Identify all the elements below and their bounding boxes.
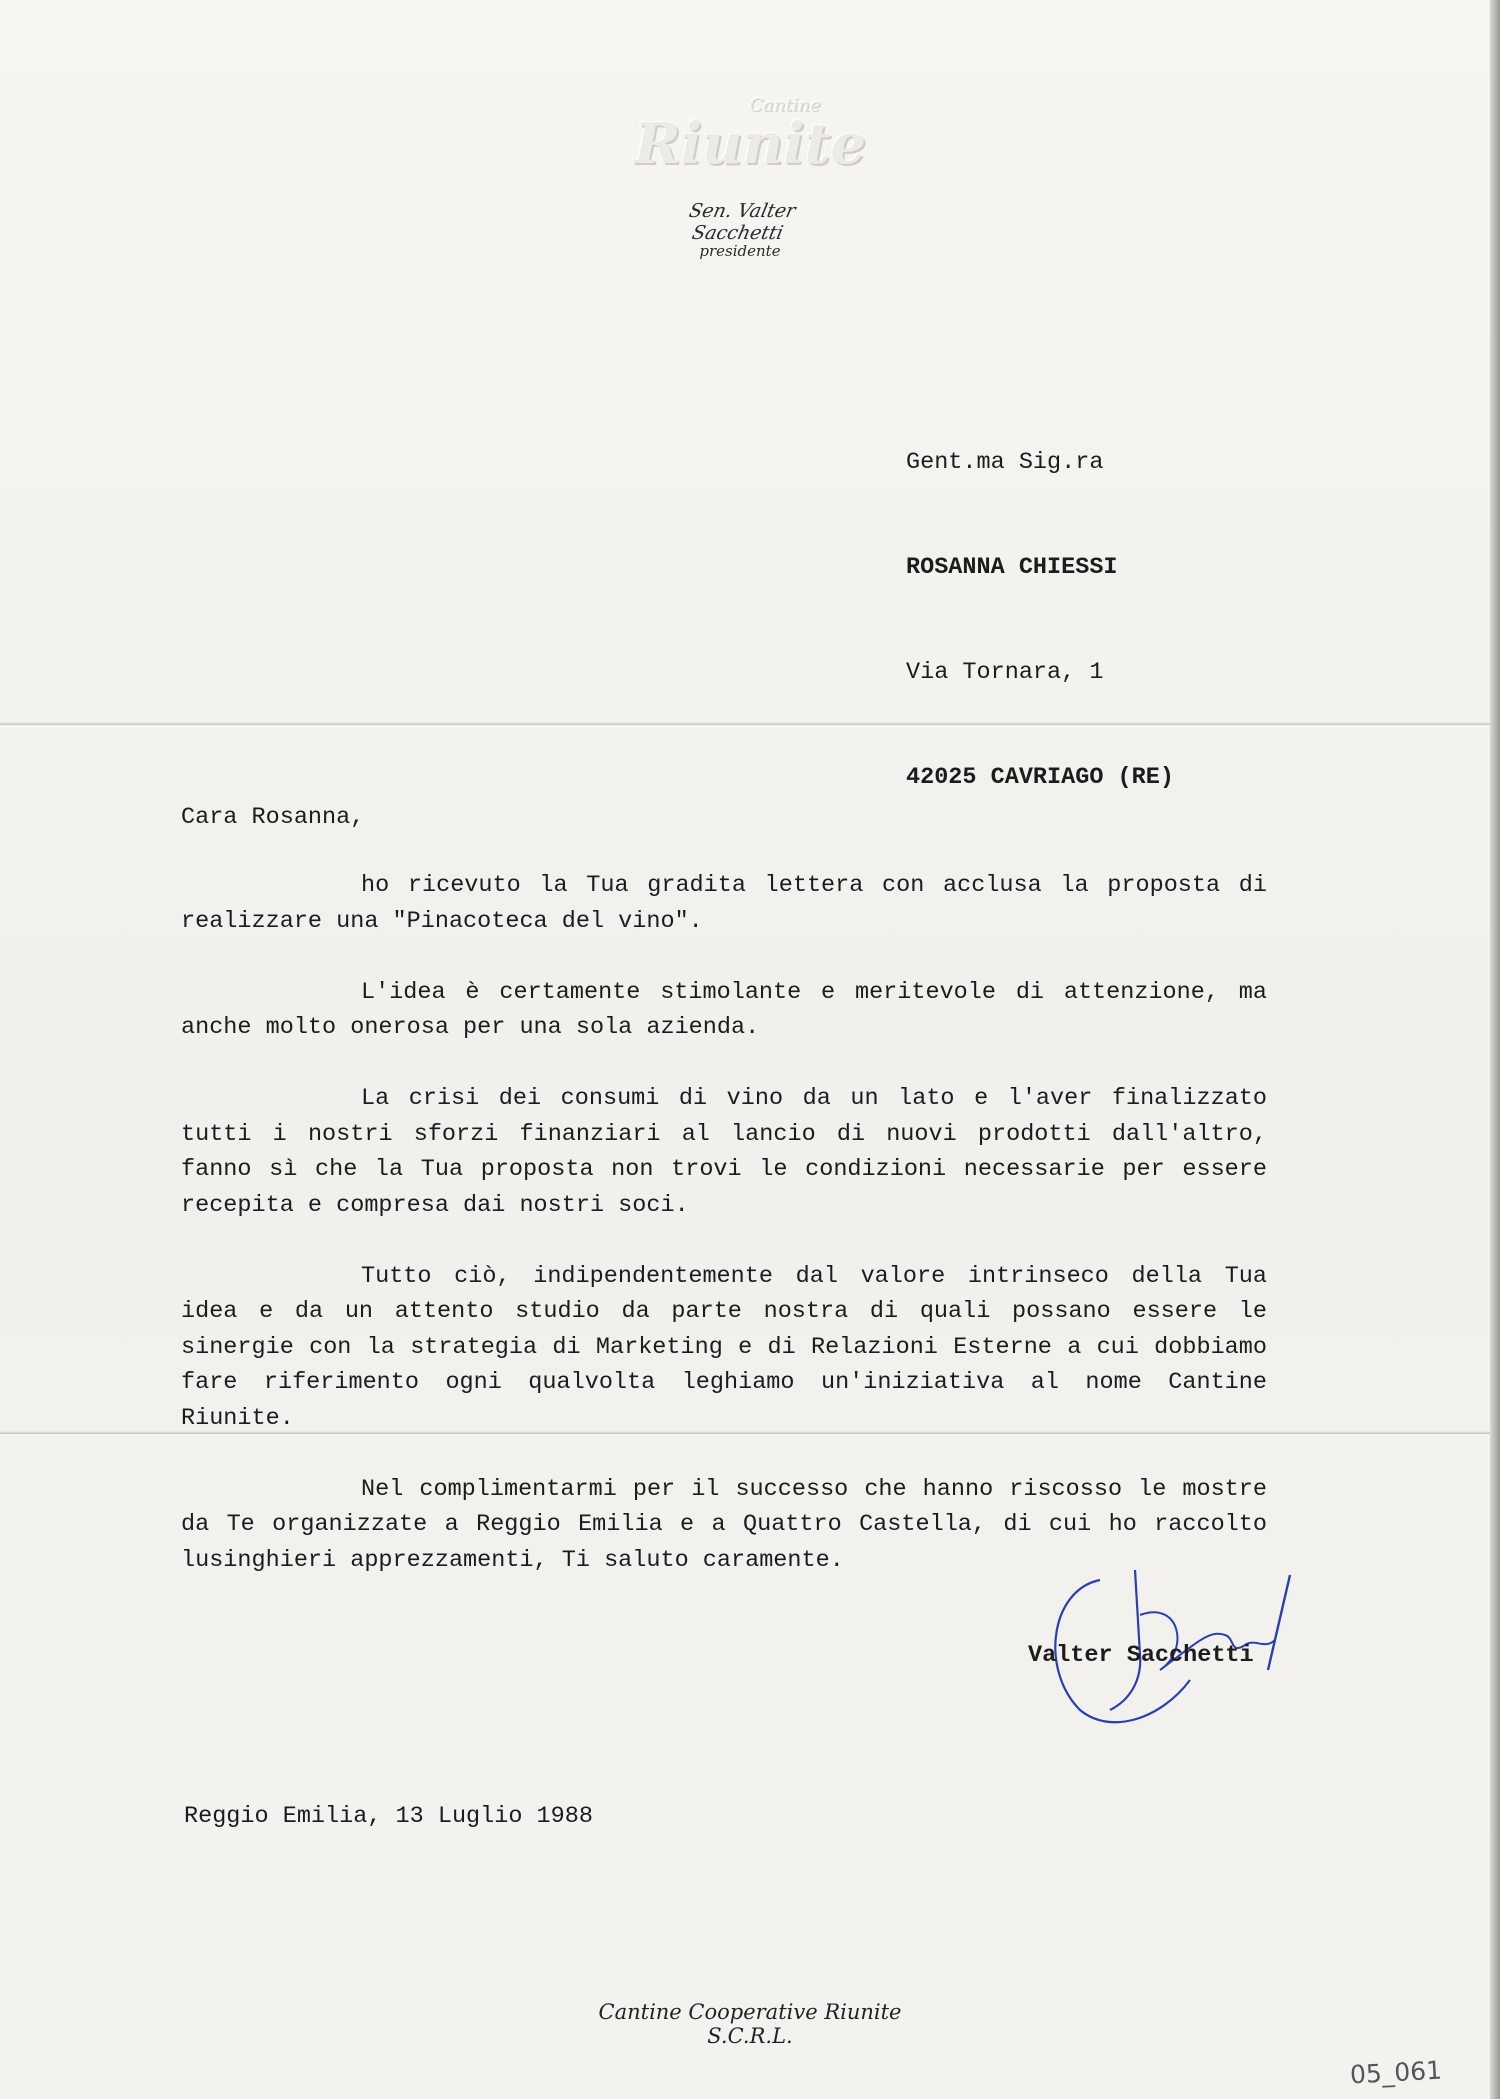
president-title: presidente: [699, 242, 781, 260]
paragraph: Tutto ciò, indipendentemente dal valore intrinseco della Tua idea e da un attento studio da parte nostra di quali possano essere le sinergie con la strategia di Marketing e di Relazioni Esterne a cui dobbiamo fare riferimento ogni qualvolta leghiamo un'iniziativa al nome Cantine Riunite.: [181, 1262, 1267, 1432]
paragraph: ho ricevuto la Tua gradita lettera con acclusa la proposta di realizzare una "Pinacoteca del vino".: [181, 872, 1267, 935]
logo-brand-small: Cantine: [749, 95, 821, 116]
signer-name: Valter Sacchetti: [1028, 1642, 1254, 1669]
archive-code: 05_061: [1349, 2055, 1443, 2090]
page-edge-shadow: [1490, 0, 1500, 2099]
letterhead-president: [640, 200, 840, 260]
recipient-street: Via Tornara, 1: [906, 659, 1104, 686]
dateline: Reggio Emilia, 13 Luglio 1988: [184, 1803, 593, 1830]
recipient-name: ROSANNA CHIESSI: [906, 554, 1118, 581]
president-name: Sen. Valter Sacchetti: [687, 200, 798, 244]
recipient-address: [906, 375, 1174, 865]
embossed-logo: [620, 95, 880, 190]
recipient-city: 42025 CAVRIAGO (RE): [906, 764, 1174, 791]
paper-fold-top: [0, 722, 1490, 728]
letter-body: [181, 868, 1267, 1614]
logo-brand-main: Riunite: [633, 111, 866, 177]
paragraph: L'idea è certamente stimolante e meritevole di attenzione, ma anche molto onerosa per una sola azienda.: [181, 978, 1267, 1041]
company-footer: Cantine Cooperative Riunite S.C.R.L.: [598, 2000, 902, 2048]
salutation: Cara Rosanna,: [181, 804, 365, 831]
paragraph: La crisi dei consumi di vino da un lato e l'aver finalizzato tutti i nostri sforzi finanziari al lancio di nuovi prodotti dall'altro, fanno sì che la Tua proposta non trovi le condizioni necessarie per essere recepita e compresa dai nostri soci.: [181, 1085, 1267, 1219]
paragraph: Nel complimentarmi per il successo che hanno riscosso le mostre da Te organizzate a Reggio Emilia e a Quattro Castella, di cui ho raccolto lusinghieri apprezzamenti, Ti saluto caramente.: [181, 1475, 1267, 1574]
recipient-line1: Gent.ma Sig.ra: [906, 449, 1104, 476]
